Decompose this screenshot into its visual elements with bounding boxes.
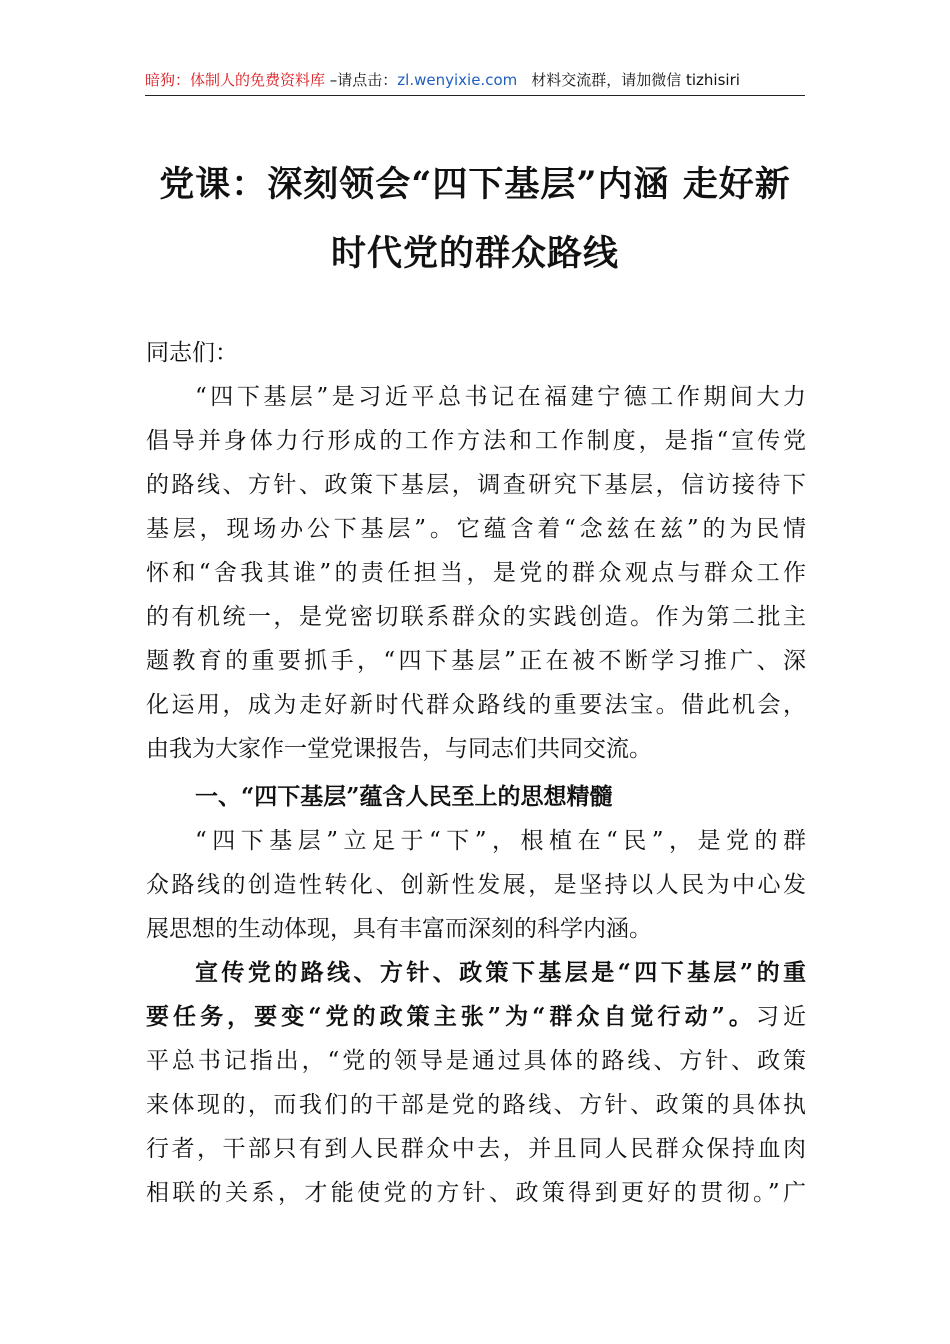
salutation: 同志们： <box>146 340 238 366</box>
paragraph-3-bold-line: 宣传党的路线、方针、政策下基层是“四下基层”的重 <box>195 959 806 986</box>
document-title-line-2: 时代党的群众路线 <box>330 233 619 274</box>
document-header <box>145 68 805 94</box>
paragraph-1-line: 倡导并身体力行形成的工作方法和工作制度，是指“宣传党 <box>146 428 806 454</box>
header-link[interactable]: zl.wenyixie.com <box>397 71 518 89</box>
paragraph-3-bold-text: 要任务，要变“党的政策主张”为“群众自觉行动”。 <box>146 1003 756 1030</box>
paragraph-3-mixed-line <box>146 995 806 1039</box>
header-divider <box>145 95 805 96</box>
paragraph-1-line: 的路线、方针、政策下基层，调查研究下基层，信访接待下 <box>146 472 806 498</box>
paragraph-1-line: 题教育的重要抓手，“四下基层”正在被不断学习推广、深 <box>146 648 806 674</box>
header-click-prefix: –请点击： <box>325 71 398 89</box>
paragraph-1-line: “四下基层”是习近平总书记在福建宁德工作期间大力 <box>195 384 806 410</box>
paragraph-1-line: 的有机统一，是党密切联系群众的实践创造。作为第二批主 <box>146 604 806 630</box>
paragraph-3-regular-text: 习近 <box>755 1004 806 1030</box>
header-brand: 暗狗：体制人的免费资料库 <box>145 71 326 89</box>
document-title-line-1: 党课：深刻领会“四下基层”内涵 走好新 <box>159 164 791 205</box>
paragraph-1-line: 由我为大家作一堂党课报告，与同志们共同交流。 <box>146 736 652 762</box>
paragraph-2-line: 众路线的创造性转化、创新性发展，是坚持以人民为中心发 <box>146 872 806 898</box>
paragraph-1-line: 基层，现场办公下基层”。它蕴含着“念兹在兹”的为民情 <box>146 516 806 542</box>
paragraph-3-line: 平总书记指出，“党的领导是通过具体的路线、方针、政策 <box>146 1048 806 1074</box>
paragraph-3-line: 来体现的，而我们的干部是党的路线、方针、政策的具体执 <box>146 1092 806 1118</box>
paragraph-3-line: 相联的关系，才能使党的方针、政策得到更好的贯彻。”广 <box>146 1180 806 1206</box>
header-contact: 材料交流群，请加微信 tizhisiri <box>531 71 740 89</box>
paragraph-1-line: 化运用，成为走好新时代群众路线的重要法宝。借此机会， <box>146 692 806 718</box>
paragraph-2-line: “四下基层”立足于“下”，根植在“民”，是党的群 <box>195 828 806 854</box>
section-1-heading: 一、“四下基层”蕴含人民至上的思想精髓 <box>195 783 613 810</box>
paragraph-2-line: 展思想的生动体现，具有丰富而深刻的科学内涵。 <box>146 916 652 942</box>
paragraph-3-line: 行者，干部只有到人民群众中去，并且同人民群众保持血肉 <box>146 1136 806 1162</box>
paragraph-1-line: 怀和“舍我其谁”的责任担当，是党的群众观点与群众工作 <box>146 560 806 586</box>
